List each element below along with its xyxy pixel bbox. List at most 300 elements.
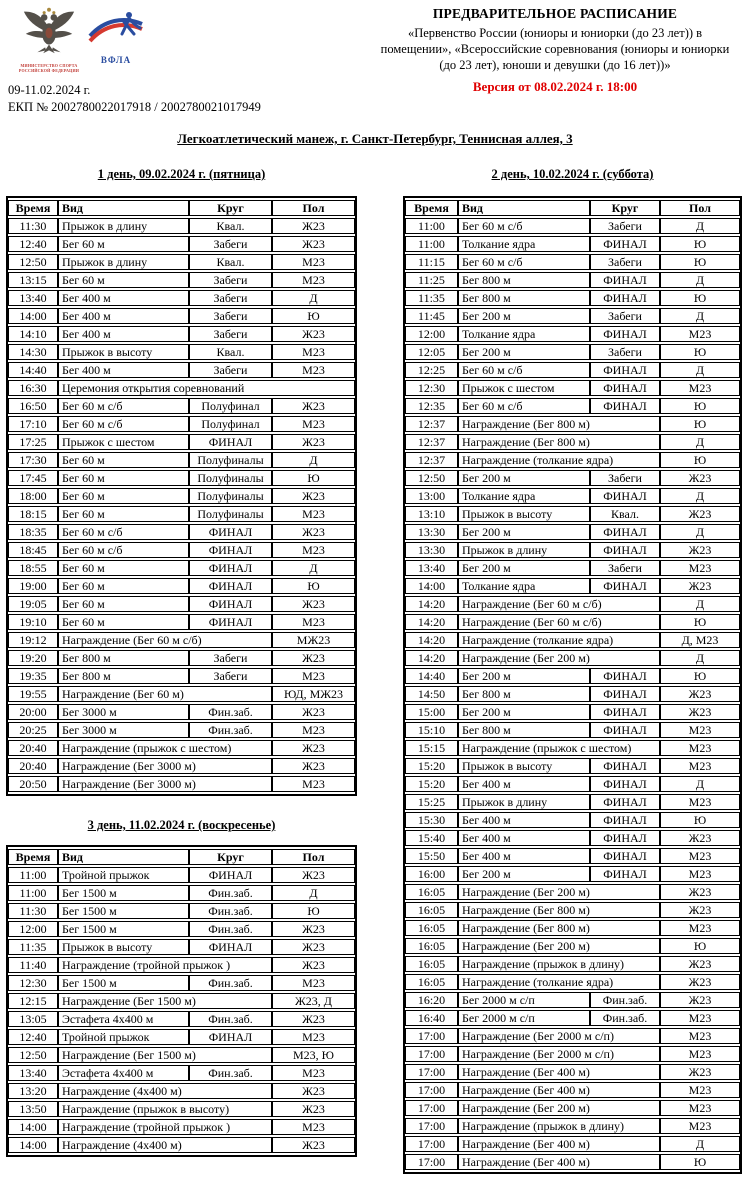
schedule-table-day1	[6, 196, 357, 796]
cell-event: Награждение (Бег 60 м)	[58, 686, 272, 702]
cell-round: Фин.заб.	[189, 975, 272, 991]
cell-time: 12:37	[405, 434, 458, 450]
cell-time: 15:25	[405, 794, 458, 810]
cell-event: Бег 200 м	[458, 470, 590, 486]
cell-time: 14:00	[405, 578, 458, 594]
version-label: Версия от 08.02.2024 г. 18:00	[472, 79, 638, 94]
table-row	[8, 272, 355, 288]
cell-event: Бег 800 м	[458, 290, 590, 306]
cell-gender: Ю	[660, 812, 740, 828]
cell-event: Бег 60 м	[58, 272, 189, 288]
cell-time: 14:40	[405, 668, 458, 684]
cell-event: Бег 400 м	[58, 290, 189, 306]
table-row	[405, 1064, 740, 1080]
table-row	[405, 290, 740, 306]
cell-event: Бег 200 м	[458, 308, 590, 324]
table-row	[405, 812, 740, 828]
cell-time: 16:05	[405, 920, 458, 936]
cell-gender: М23	[272, 1065, 355, 1081]
cell-time: 11:30	[8, 903, 58, 919]
cell-gender: ЮД, МЖ23	[272, 686, 355, 702]
day3-title: 3 день, 11.02.2024 г. (воскресенье)	[87, 818, 276, 832]
table-row	[8, 326, 355, 342]
cell-event: Награждение (Бег 800 м)	[458, 902, 660, 918]
cell-time: 14:20	[405, 614, 458, 630]
cell-round: ФИНАЛ	[189, 434, 272, 450]
double-headed-eagle-icon	[20, 4, 78, 58]
cell-round: Фин.заб.	[189, 1065, 272, 1081]
table-row	[405, 1028, 740, 1044]
cell-gender: Ж23	[272, 1101, 355, 1117]
event-dates: 09-11.02.2024 г.	[8, 83, 91, 97]
cell-event: Награждение (Бег 400 м)	[458, 1136, 660, 1152]
cell-gender: Ж23	[272, 650, 355, 666]
cell-event: Награждение (Бег 3000 м)	[58, 776, 272, 792]
cell-event: Бег 60 м	[58, 506, 189, 522]
cell-event: Награждение (Бег 2000 м с/п)	[458, 1046, 660, 1062]
table-row	[8, 1065, 355, 1081]
cell-gender: Ж23	[660, 704, 740, 720]
cell-round: ФИНАЛ	[590, 722, 660, 738]
cell-time: 13:20	[8, 1083, 58, 1099]
cell-round: ФИНАЛ	[590, 290, 660, 306]
cell-event: Бег 60 м с/б	[458, 398, 590, 414]
cell-gender: М23	[272, 362, 355, 378]
cell-round: ФИНАЛ	[590, 866, 660, 882]
vfla-ribbon-runner-icon	[88, 8, 144, 52]
cell-time: 11:15	[405, 254, 458, 270]
cell-time: 12:00	[405, 326, 458, 342]
cell-gender: Ю	[660, 1154, 740, 1170]
cell-time: 11:00	[405, 218, 458, 234]
cell-event: Бег 800 м	[58, 668, 189, 684]
table-row	[405, 758, 740, 774]
cell-gender: Ж23	[660, 1064, 740, 1080]
cell-round: ФИНАЛ	[590, 686, 660, 702]
cell-time: 14:40	[8, 362, 58, 378]
cell-event: Толкание ядра	[458, 326, 590, 342]
cell-gender: Д	[660, 434, 740, 450]
cell-event: Награждение (Бег 200 м)	[458, 938, 660, 954]
cell-time: 17:00	[405, 1064, 458, 1080]
cell-time: 18:45	[8, 542, 58, 558]
header-cell-time: Время	[8, 849, 58, 865]
cell-gender: М23	[272, 1029, 355, 1045]
cell-event: Прыжок в высоту	[458, 506, 590, 522]
table-row	[405, 794, 740, 810]
cell-gender: Ж23	[660, 686, 740, 702]
cell-gender: М23	[272, 776, 355, 792]
table-row	[405, 470, 740, 486]
table-row	[405, 380, 740, 396]
competition-subtitle	[362, 25, 748, 73]
cell-gender: Ж23, Д	[272, 993, 355, 1009]
table-row	[405, 236, 740, 252]
cell-gender: Ж23	[660, 470, 740, 486]
cell-time: 11:40	[8, 957, 58, 973]
table-row	[405, 218, 740, 234]
cell-gender: Ю	[660, 344, 740, 360]
cell-gender: Ж23	[660, 974, 740, 990]
cell-gender: Ю	[272, 903, 355, 919]
cell-round: Забеги	[189, 290, 272, 306]
table-row	[405, 974, 740, 990]
table-row	[8, 344, 355, 360]
cell-round: ФИНАЛ	[590, 488, 660, 504]
cell-gender: М23	[660, 866, 740, 882]
cell-time: 11:00	[8, 867, 58, 883]
cell-event: Награждение (4х400 м)	[58, 1137, 272, 1153]
cell-time: 18:55	[8, 560, 58, 576]
cell-gender: МЖ23	[272, 632, 355, 648]
cell-time: 12:37	[405, 416, 458, 432]
cell-time: 13:30	[405, 542, 458, 558]
cell-event: Награждение (прыжок в высоту)	[58, 1101, 272, 1117]
table-row	[8, 1011, 355, 1027]
cell-gender: Ж23	[660, 830, 740, 846]
title-block	[362, 6, 748, 95]
subtitle-line: помещении», «Всероссийские соревнования (юниоры и юниорки	[380, 42, 730, 56]
cell-time: 16:05	[405, 974, 458, 990]
day2-title: 2 день, 10.02.2024 г. (суббота)	[491, 167, 654, 181]
table-row	[8, 506, 355, 522]
cell-event: Прыжок в длину	[58, 254, 189, 270]
table-row	[8, 704, 355, 720]
cell-time: 11:35	[405, 290, 458, 306]
table-row	[405, 1082, 740, 1098]
cell-round: Забеги	[189, 236, 272, 252]
cell-gender: Ю	[660, 614, 740, 630]
cell-time: 15:20	[405, 758, 458, 774]
header-cell-event: Вид	[58, 849, 189, 865]
cell-event: Прыжок с шестом	[58, 434, 189, 450]
cell-time: 11:35	[8, 939, 58, 955]
cell-event: Награждение (Бег 1500 м)	[58, 1047, 272, 1063]
document-title: ПРЕДВАРИТЕЛЬНОЕ РАСПИСАНИЕ	[432, 6, 678, 21]
cell-event: Бег 400 м	[458, 848, 590, 864]
cell-gender: М23	[272, 722, 355, 738]
cell-time: 16:40	[405, 1010, 458, 1026]
table-row	[8, 560, 355, 576]
cell-time: 12:00	[8, 921, 58, 937]
table-row	[405, 596, 740, 612]
header-cell-round: Круг	[189, 200, 272, 216]
cell-event: Бег 400 м	[58, 362, 189, 378]
cell-event: Награждение (Бег 200 м)	[458, 650, 660, 666]
cell-time: 11:00	[405, 236, 458, 252]
cell-time: 12:40	[8, 1029, 58, 1045]
cell-time: 12:30	[405, 380, 458, 396]
cell-time: 13:10	[405, 506, 458, 522]
cell-event: Награждение (Бег 400 м)	[458, 1082, 660, 1098]
cell-round: Полуфиналы	[189, 470, 272, 486]
cell-gender: Д	[660, 776, 740, 792]
cell-event: Награждение (Бег 1500 м)	[58, 993, 272, 1009]
table-row	[405, 254, 740, 270]
cell-event: Бег 1500 м	[58, 975, 189, 991]
cell-event: Награждение (прыжок с шестом)	[58, 740, 272, 756]
venue-line: Легкоатлетический манеж, г. Санкт-Петербург, Теннисная аллея, 3	[177, 131, 573, 146]
cell-time: 19:10	[8, 614, 58, 630]
cell-gender: М23	[660, 848, 740, 864]
cell-gender: М23	[272, 506, 355, 522]
cell-time: 19:12	[8, 632, 58, 648]
cell-gender: М23	[660, 380, 740, 396]
cell-time: 16:05	[405, 884, 458, 900]
table-row	[8, 903, 355, 919]
table-row	[8, 686, 355, 702]
cell-round: ФИНАЛ	[590, 848, 660, 864]
table-row	[8, 1083, 355, 1099]
table-header-row	[405, 200, 740, 216]
cell-gender: Д	[660, 272, 740, 288]
cell-time: 12:40	[8, 236, 58, 252]
table-row	[8, 939, 355, 955]
cell-time: 15:50	[405, 848, 458, 864]
cell-round: Фин.заб.	[590, 1010, 660, 1026]
header-cell-gender: Пол	[272, 849, 355, 865]
table-row	[405, 848, 740, 864]
table-row	[405, 902, 740, 918]
table-row	[8, 650, 355, 666]
table-row	[405, 506, 740, 522]
cell-round: ФИНАЛ	[590, 272, 660, 288]
table-row	[405, 686, 740, 702]
cell-event: Бег 200 м	[458, 560, 590, 576]
cell-event: Бег 800 м	[458, 272, 590, 288]
cell-gender: Ю	[660, 452, 740, 468]
table-row	[405, 272, 740, 288]
table-row	[405, 362, 740, 378]
table-row	[8, 668, 355, 684]
table-row	[405, 830, 740, 846]
cell-round: ФИНАЛ	[189, 560, 272, 576]
table-row	[8, 218, 355, 234]
cell-gender: М23	[272, 344, 355, 360]
cell-gender: М23	[272, 272, 355, 288]
cell-gender: М23	[660, 1118, 740, 1134]
cell-round: Забеги	[189, 326, 272, 342]
cell-time: 13:05	[8, 1011, 58, 1027]
cell-gender: М23	[272, 1119, 355, 1135]
table-row	[8, 362, 355, 378]
cell-time: 18:35	[8, 524, 58, 540]
table-row	[8, 434, 355, 450]
cell-time: 17:00	[405, 1136, 458, 1152]
table-header-row	[8, 849, 355, 865]
cell-round: ФИНАЛ	[189, 614, 272, 630]
cell-time: 13:30	[405, 524, 458, 540]
cell-round: Полуфиналы	[189, 506, 272, 522]
cell-gender: Ж23	[272, 218, 355, 234]
table-row	[405, 650, 740, 666]
ekp-number: ЕКП № 2002780022017918 / 2002780021017949	[8, 100, 261, 114]
cell-time: 14:00	[8, 308, 58, 324]
header-cell-gender: Пол	[272, 200, 355, 216]
cell-gender: Ю	[272, 578, 355, 594]
table-row	[8, 308, 355, 324]
cell-event: Награждение (толкание ядра)	[458, 452, 660, 468]
cell-round: Фин.заб.	[189, 903, 272, 919]
cell-gender: Д	[660, 218, 740, 234]
cell-gender: М23	[660, 1100, 740, 1116]
cell-time: 17:00	[405, 1118, 458, 1134]
header-cell-time: Время	[8, 200, 58, 216]
cell-gender: М23	[660, 326, 740, 342]
cell-time: 17:10	[8, 416, 58, 432]
cell-event: Тройной прыжок	[58, 1029, 189, 1045]
table-row	[8, 1029, 355, 1045]
cell-time: 14:30	[8, 344, 58, 360]
cell-round: ФИНАЛ	[189, 578, 272, 594]
cell-event: Бег 1500 м	[58, 921, 189, 937]
cell-event: Бег 60 м	[58, 596, 189, 612]
cell-event: Бег 60 м с/б	[58, 524, 189, 540]
cell-event: Награждение (Бег 200 м)	[458, 1100, 660, 1116]
cell-round: Забеги	[590, 254, 660, 270]
cell-round: ФИНАЛ	[590, 830, 660, 846]
table-row	[8, 416, 355, 432]
cell-gender: М23	[660, 1028, 740, 1044]
cell-event: Бег 60 м	[58, 470, 189, 486]
cell-gender: Ю	[660, 236, 740, 252]
cell-gender: Ж23	[272, 740, 355, 756]
cell-round: Квал.	[189, 218, 272, 234]
cell-event: Бег 60 м с/б	[58, 542, 189, 558]
table-row	[405, 992, 740, 1008]
table-row	[405, 920, 740, 936]
cell-event: Награждение (толкание ядра)	[458, 974, 660, 990]
table-row	[405, 452, 740, 468]
cell-time: 14:10	[8, 326, 58, 342]
cell-round: Забеги	[189, 272, 272, 288]
table-row	[8, 921, 355, 937]
cell-gender: Ж23	[272, 398, 355, 414]
ministry-of-sport-logo	[16, 4, 82, 73]
table-row	[8, 470, 355, 486]
cell-event: Бег 3000 м	[58, 704, 189, 720]
cell-time: 16:30	[8, 380, 58, 396]
cell-round: Забеги	[189, 308, 272, 324]
cell-event: Прыжок в высоту	[458, 758, 590, 774]
table-row	[8, 614, 355, 630]
table-row	[405, 866, 740, 882]
table-row	[405, 614, 740, 630]
cell-event: Награждение (Бег 60 м с/б)	[458, 596, 660, 612]
meta-block	[8, 82, 261, 116]
cell-round: ФИНАЛ	[590, 704, 660, 720]
cell-time: 17:00	[405, 1154, 458, 1170]
cell-round: Квал.	[590, 506, 660, 522]
table-row	[405, 1046, 740, 1062]
cell-round: Забеги	[590, 218, 660, 234]
cell-time: 15:00	[405, 704, 458, 720]
cell-time: 12:50	[8, 1047, 58, 1063]
cell-time: 15:20	[405, 776, 458, 792]
cell-time: 12:15	[8, 993, 58, 1009]
cell-round: ФИНАЛ	[590, 758, 660, 774]
cell-event: Награждение (прыжок с шестом)	[458, 740, 660, 756]
cell-time: 15:10	[405, 722, 458, 738]
cell-time: 13:40	[8, 1065, 58, 1081]
cell-event: Бег 800 м	[458, 722, 590, 738]
table-row	[405, 884, 740, 900]
cell-gender: Ж23	[660, 506, 740, 522]
cell-gender: М23	[660, 740, 740, 756]
table-row	[405, 542, 740, 558]
cell-time: 15:30	[405, 812, 458, 828]
cell-gender: Д, М23	[660, 632, 740, 648]
cell-gender: Ю	[272, 308, 355, 324]
cell-gender: Д	[660, 524, 740, 540]
cell-event: Награждение (Бег 60 м с/б)	[458, 614, 660, 630]
table-row	[8, 596, 355, 612]
cell-event: Бег 60 м с/б	[458, 218, 590, 234]
cell-round: Полуфиналы	[189, 488, 272, 504]
cell-time: 19:00	[8, 578, 58, 594]
cell-gender: Ж23	[272, 1137, 355, 1153]
cell-round: ФИНАЛ	[590, 794, 660, 810]
table-row	[405, 308, 740, 324]
table-row	[8, 1047, 355, 1063]
cell-event: Награждение (4х400 м)	[58, 1083, 272, 1099]
cell-time: 11:25	[405, 272, 458, 288]
cell-event: Бег 60 м	[58, 488, 189, 504]
cell-round: Забеги	[189, 650, 272, 666]
cell-time: 16:50	[8, 398, 58, 414]
table-row	[8, 975, 355, 991]
cell-event: Бег 3000 м	[58, 722, 189, 738]
table-row	[405, 722, 740, 738]
cell-round: Забеги	[590, 308, 660, 324]
header-cell-round: Круг	[590, 200, 660, 216]
cell-time: 12:30	[8, 975, 58, 991]
cell-gender: Ю	[272, 470, 355, 486]
cell-round: ФИНАЛ	[590, 668, 660, 684]
cell-event: Награждение (Бег 200 м)	[458, 884, 660, 900]
cell-event: Прыжок в длину	[458, 794, 590, 810]
table-row	[8, 236, 355, 252]
cell-time: 17:00	[405, 1028, 458, 1044]
cell-gender: М23	[660, 1010, 740, 1026]
cell-time: 17:45	[8, 470, 58, 486]
cell-round: Полуфинал	[189, 416, 272, 432]
cell-round: ФИНАЛ	[590, 524, 660, 540]
cell-time: 14:20	[405, 632, 458, 648]
cell-time: 13:40	[405, 560, 458, 576]
cell-gender: М23	[272, 542, 355, 558]
cell-event: Эстафета 4х400 м	[58, 1065, 189, 1081]
cell-gender: Ж23	[272, 939, 355, 955]
cell-gender: Д	[660, 488, 740, 504]
cell-time: 13:15	[8, 272, 58, 288]
cell-time: 19:05	[8, 596, 58, 612]
cell-time: 12:50	[8, 254, 58, 270]
table-row	[8, 776, 355, 792]
cell-round: Забеги	[590, 470, 660, 486]
table-row	[8, 867, 355, 883]
cell-event: Бег 60 м с/б	[58, 398, 189, 414]
table-row	[8, 1101, 355, 1117]
vfla-logo-label: ВФЛА	[100, 55, 132, 65]
cell-gender: Д	[272, 560, 355, 576]
table-row	[8, 254, 355, 270]
cell-event: Награждение (Бег 400 м)	[458, 1154, 660, 1170]
cell-gender: Д	[272, 452, 355, 468]
cell-time: 14:00	[8, 1119, 58, 1135]
cell-event: Прыжок в длину	[458, 542, 590, 558]
cell-gender: Ж23	[660, 992, 740, 1008]
